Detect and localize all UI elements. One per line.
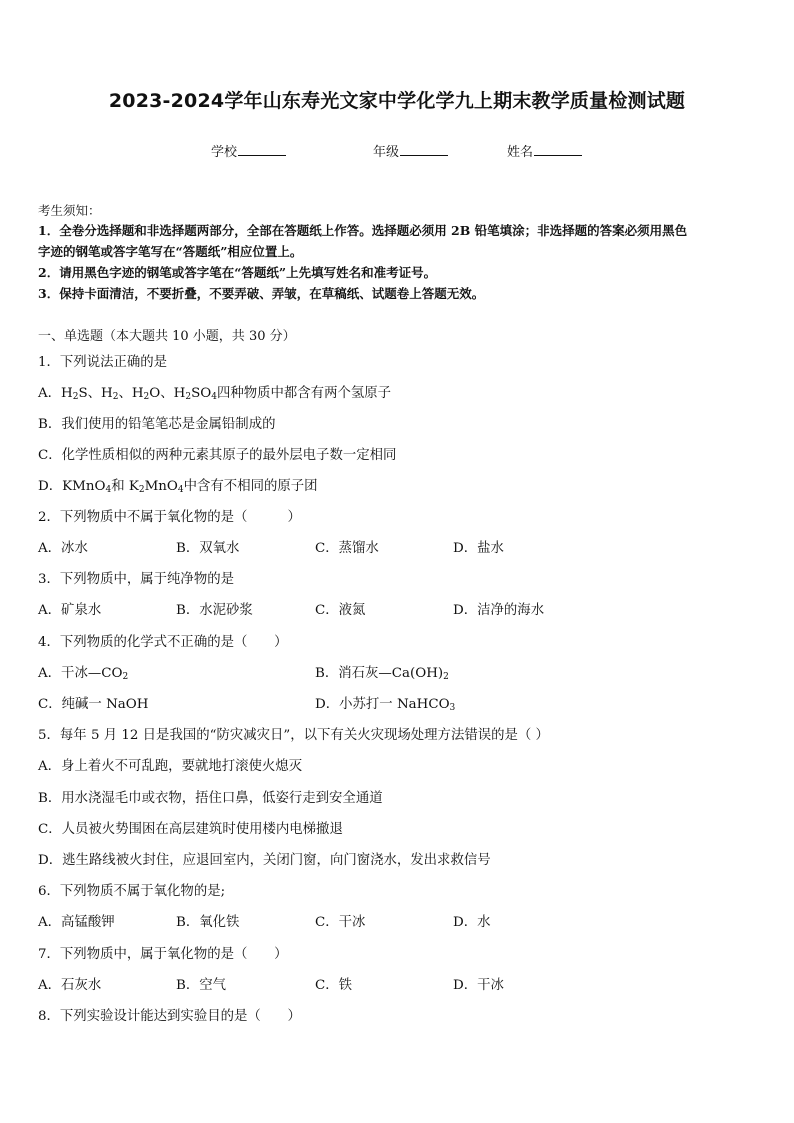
name-label: 姓名 bbox=[507, 145, 534, 160]
question-5-option-a[interactable]: A．身上着火不可乱跑，要就地打滚使火熄灭 bbox=[38, 759, 303, 774]
subscript: 2 bbox=[443, 672, 449, 682]
name-blank[interactable] bbox=[534, 143, 582, 156]
text-part: A．H bbox=[38, 386, 73, 401]
subscript: 4 bbox=[211, 392, 217, 402]
grade-field bbox=[373, 141, 448, 160]
notice-heading: 考生须知： bbox=[38, 203, 101, 218]
school-blank[interactable] bbox=[238, 143, 286, 156]
question-2-option-a[interactable]: A．冰水 bbox=[38, 541, 88, 556]
question-4-option-c[interactable]: C．纯碱一 NaOH bbox=[38, 697, 149, 712]
text-part: D．KMnO bbox=[38, 479, 106, 494]
section-heading: 一、单选题（本大题共 10 小题，共 30 分） bbox=[38, 329, 296, 344]
subscript: 2 bbox=[143, 392, 150, 402]
question-6-option-c[interactable]: C．干冰 bbox=[315, 915, 366, 930]
question-1-option-b[interactable]: B．我们使用的铅笔笔芯是金属铅制成的 bbox=[38, 417, 276, 432]
question-3-option-b[interactable]: B．水泥砂浆 bbox=[176, 603, 253, 618]
question-3-option-a[interactable]: A．矿泉水 bbox=[38, 603, 102, 618]
text-part: 、H bbox=[118, 386, 144, 401]
subscript: 2 bbox=[72, 392, 79, 402]
question-7-option-b[interactable]: B．空气 bbox=[176, 978, 227, 993]
question-1-option-a[interactable] bbox=[38, 385, 391, 403]
question-5-option-b[interactable]: B．用水浇湿毛巾或衣物，捂住口鼻，低姿行走到安全通道 bbox=[38, 791, 383, 806]
question-4-option-d[interactable] bbox=[315, 696, 455, 714]
text-part: SO bbox=[191, 386, 212, 401]
text-part: O、H bbox=[149, 386, 186, 401]
subscript: 2 bbox=[112, 392, 119, 402]
page-title: 2023-2024学年山东寿光文家中学化学九上期末教学质量检测试题 bbox=[108, 90, 686, 112]
text-part: 和 K bbox=[111, 479, 139, 494]
text-part: 四种物质中都含有两个氢原子 bbox=[216, 386, 392, 401]
question-3-option-c[interactable]: C．液氮 bbox=[315, 603, 366, 618]
notice-item-1-line-1: 1．全卷分选择题和非选择题两部分，全部在答题纸上作答。选择题必须用 2B 铅笔填涂；非选择题的答案必须用黑色 bbox=[38, 223, 688, 238]
question-3-option-d[interactable]: D．洁净的海水 bbox=[453, 603, 545, 618]
subscript: 4 bbox=[177, 485, 184, 495]
question-1-option-c[interactable]: C．化学性质相似的两种元素其原子的最外层电子数一定相同 bbox=[38, 448, 397, 463]
notice-item-3: 3．保持卡面清洁，不要折叠，不要弄破、弄皱，在草稿纸、试题卷上答题无效。 bbox=[38, 286, 485, 301]
text-part: MnO bbox=[144, 479, 178, 494]
question-6-option-d[interactable]: D．水 bbox=[453, 915, 491, 930]
question-2-stem: 2．下列物质中不属于氧化物的是（ ） bbox=[38, 510, 301, 525]
notice-item-1-line-2: 字迹的钢笔或答字笔写在“答题纸”相应位置上。 bbox=[38, 244, 303, 259]
question-6-option-a[interactable]: A．高锰酸钾 bbox=[38, 915, 115, 930]
question-8-stem: 8．下列实验设计能达到实验目的是（ ） bbox=[38, 1009, 301, 1024]
question-7-option-c[interactable]: C．铁 bbox=[315, 978, 353, 993]
subscript: 2 bbox=[122, 672, 129, 682]
subscript: 4 bbox=[105, 485, 112, 495]
question-4-option-b[interactable] bbox=[315, 665, 449, 683]
question-3-stem: 3．下列物质中，属于纯净物的是 bbox=[38, 572, 234, 587]
text-part: S、H bbox=[78, 386, 113, 401]
question-2-option-d[interactable]: D．盐水 bbox=[453, 541, 504, 556]
question-5-stem: 5．每年 5 月 12 日是我国的“防灾减灾日”，以下有关火灾现场处理方法错误的是（ ） bbox=[38, 728, 549, 743]
question-5-option-d[interactable]: D．逃生路线被火封住，应退回室内，关闭门窗，向门窗浇水，发出求救信号 bbox=[38, 853, 491, 868]
question-7-option-d[interactable]: D．干冰 bbox=[453, 978, 504, 993]
question-7-stem: 7．下列物质中，属于氧化物的是（ ） bbox=[38, 947, 288, 962]
question-1-option-d[interactable] bbox=[38, 478, 318, 496]
question-5-option-c[interactable]: C．人员被火势围困在高层建筑时使用楼内电梯撤退 bbox=[38, 822, 343, 837]
notice-item-2: 2．请用黑色字迹的钢笔或答字笔在“答题纸”上先填写姓名和准考证号。 bbox=[38, 265, 437, 280]
name-field bbox=[507, 141, 582, 160]
subscript: 3 bbox=[449, 703, 456, 713]
text-part: A．干冰—CO bbox=[38, 666, 123, 681]
school-field bbox=[211, 141, 286, 160]
question-6-stem: 6．下列物质不属于氧化物的是; bbox=[38, 884, 226, 899]
subscript: 2 bbox=[185, 392, 192, 402]
question-6-option-b[interactable]: B．氧化铁 bbox=[176, 915, 240, 930]
school-label: 学校 bbox=[211, 145, 238, 160]
text-part: 中含有不相同的原子团 bbox=[183, 479, 318, 494]
grade-blank[interactable] bbox=[400, 143, 448, 156]
question-4-stem: 4．下列物质的化学式不正确的是（ ） bbox=[38, 635, 288, 650]
question-2-option-c[interactable]: C．蒸馏水 bbox=[315, 541, 379, 556]
text-part: B．消石灰—Ca(OH) bbox=[315, 666, 444, 681]
question-1-stem: 1．下列说法正确的是 bbox=[38, 355, 168, 370]
question-4-option-a[interactable] bbox=[38, 665, 128, 683]
subscript: 2 bbox=[138, 485, 145, 495]
question-7-option-a[interactable]: A．石灰水 bbox=[38, 978, 102, 993]
text-part: D．小苏打一 NaHCO bbox=[315, 697, 450, 712]
question-2-option-b[interactable]: B．双氧水 bbox=[176, 541, 240, 556]
grade-label: 年级 bbox=[373, 145, 400, 160]
